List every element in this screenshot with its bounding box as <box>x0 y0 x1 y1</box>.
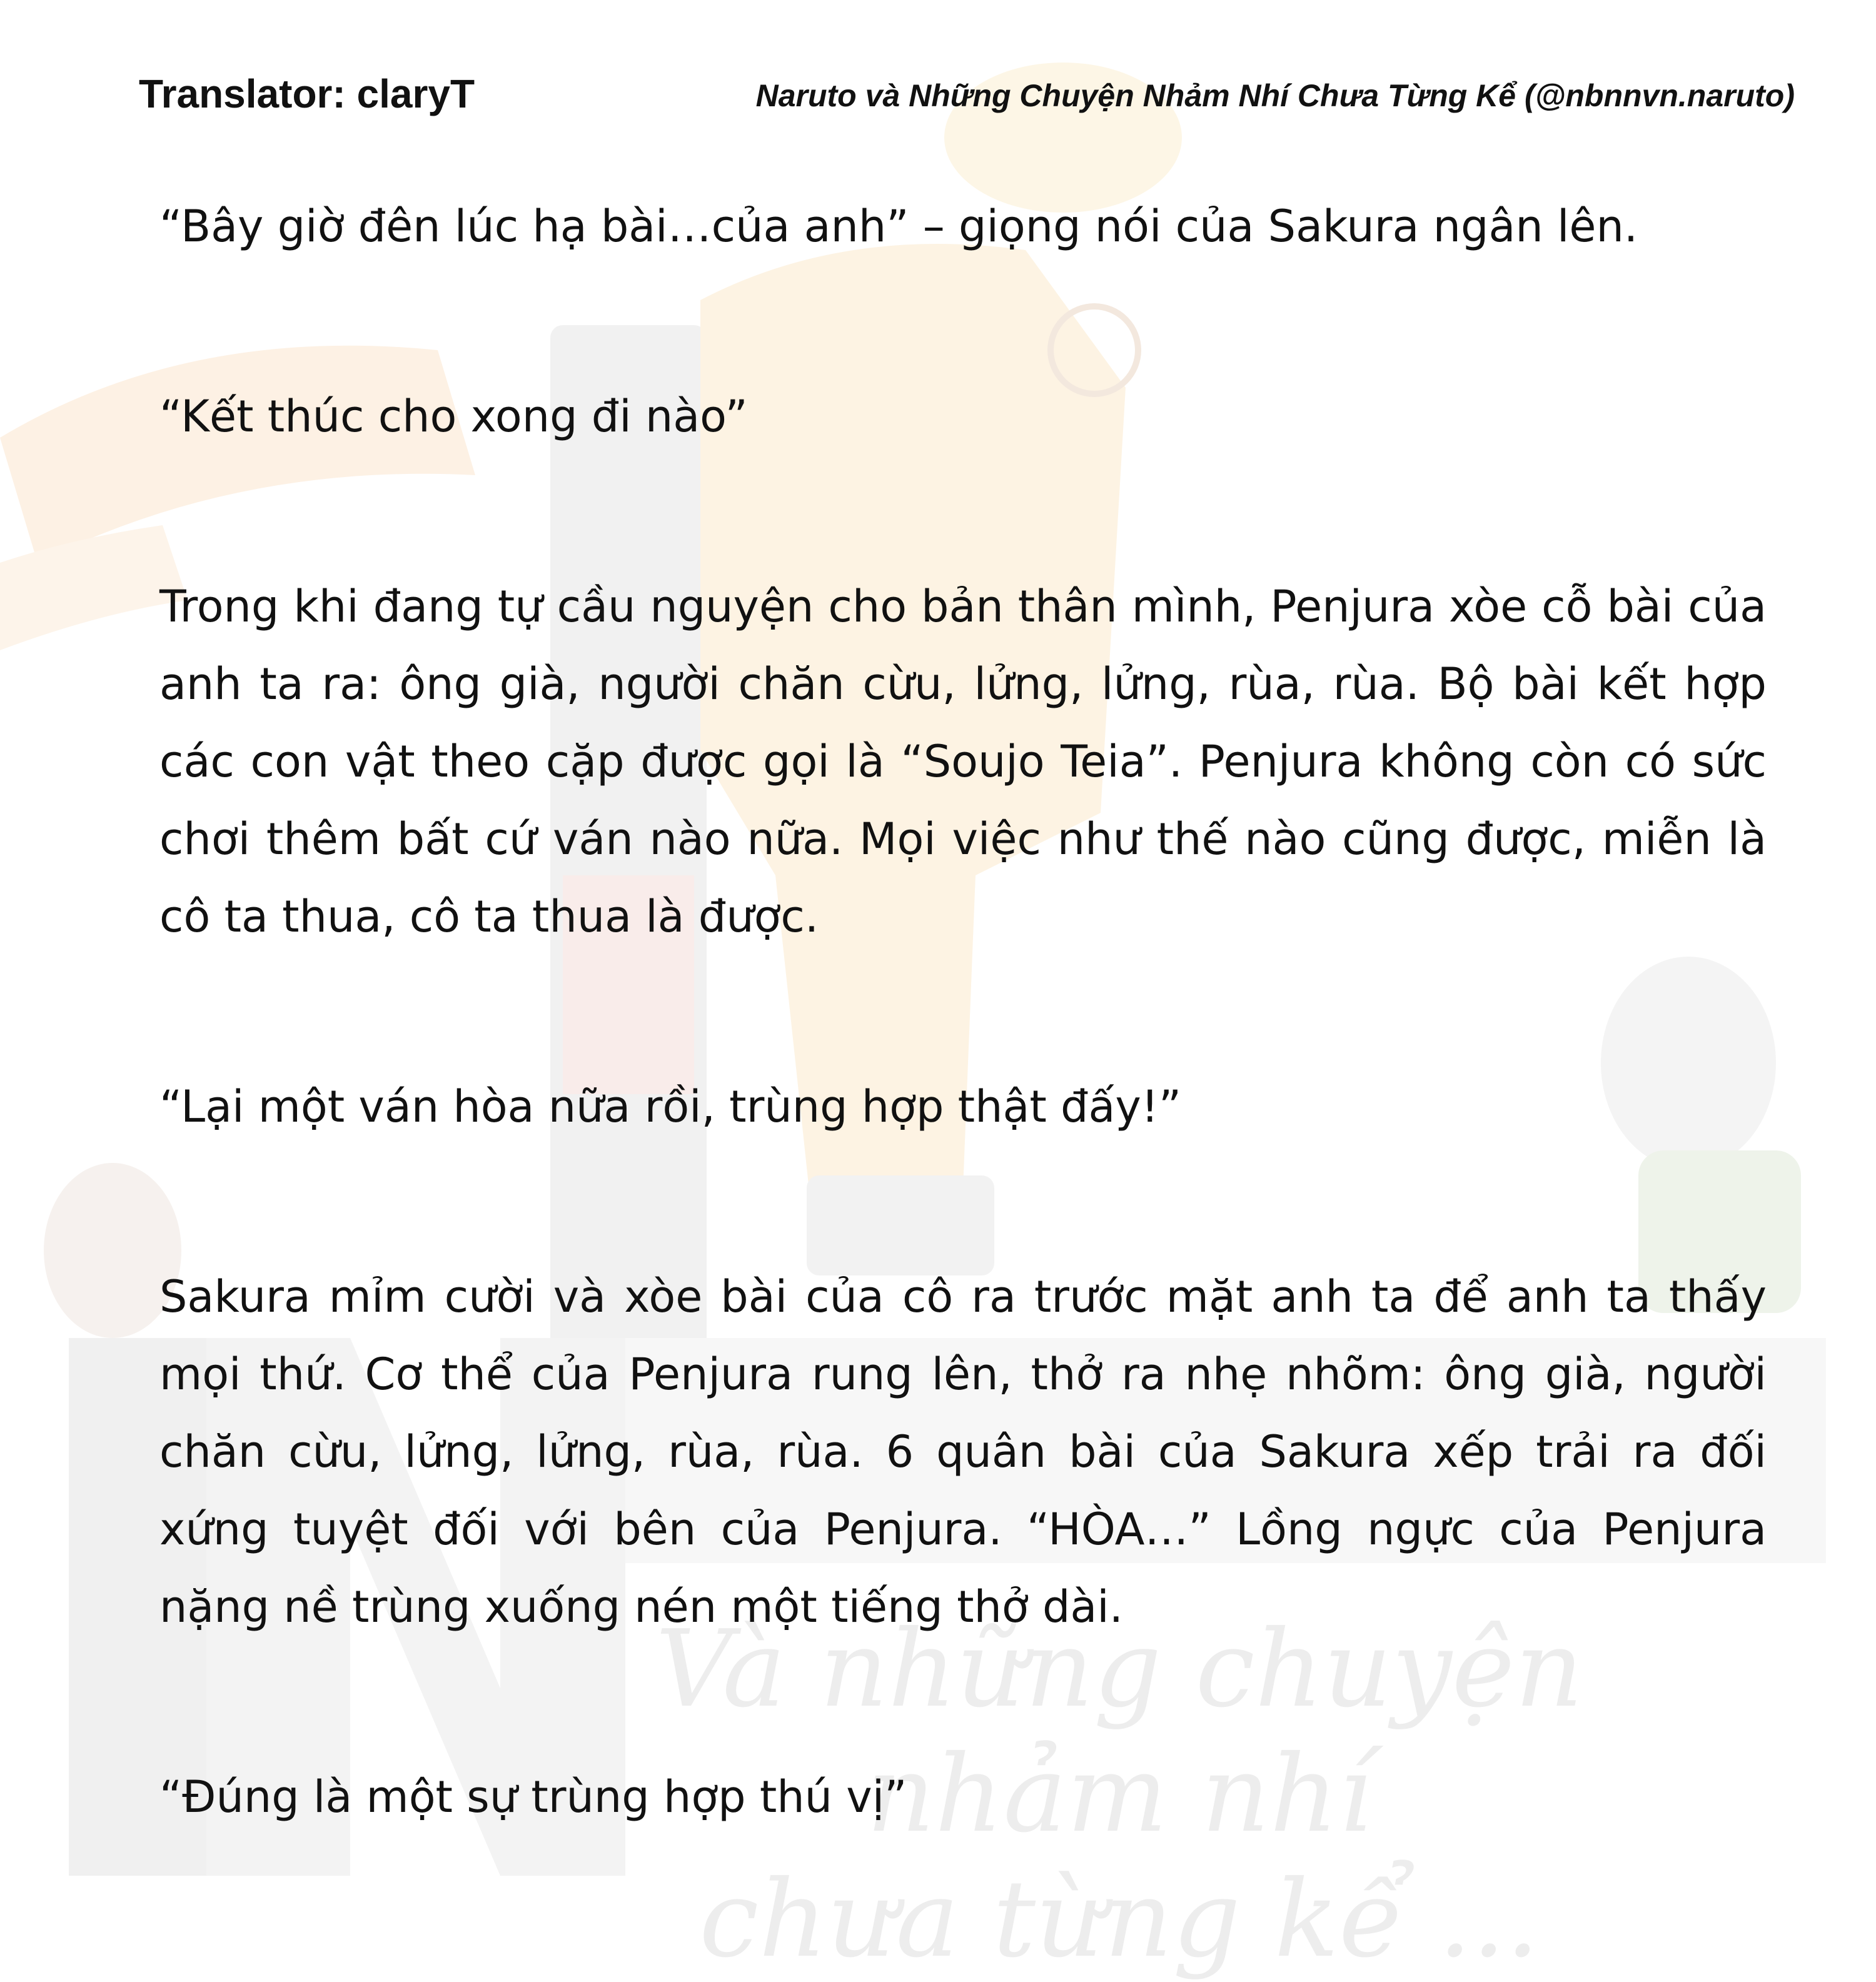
paragraph-4: “Lại một ván hòa nữa rồi, trùng hợp thật đấy!” <box>159 1081 1182 1132</box>
page-header <box>0 63 1876 125</box>
translator-credit: Translator: claryT <box>139 71 475 116</box>
source-credit: Naruto và Những Chuyện Nhảm Nhí Chưa Từng Kể (@nbnnvn.naruto) <box>755 78 1795 113</box>
paragraph-6: “Đúng là một sự trùng hợp thú vị” <box>159 1771 907 1823</box>
watermark-line-1: Và những chuyện nhảm nhí <box>655 1607 1583 1856</box>
paragraph-3: Trong khi đang tự cầu nguyện cho bản thân mình, Penjura xòe cỗ bài của anh ta ra: ông già, người chăn cừu, lửng, lửng, rùa, rùa. Bộ bài kết hợp các con vật theo cặp được gọi là “Soujo Teia”. Penjura không còn có sức chơi thêm bất cứ ván nào nữa. Mọi việc như thế nào cũng được, miễn là cô ta thua, cô ta thua là được. <box>159 581 1767 942</box>
paragraph-5: Sakura mỉm cười và xòe bài của cô ra trước mặt anh ta để anh ta thấy mọi thứ. Cơ thể của Penjura rung lên, thở ra nhẹ nhõm: ông già, người chăn cừu, lửng, lửng, rùa, rùa. 6 quân bài của Sakura xếp trải ra đối xứng tuyệt đối với bên của Penjura. “HÒA…” Lồng ngực của Penjura nặng nề trùng xuống nén một tiếng thở dài. <box>159 1271 1767 1632</box>
story-body <box>159 188 1767 1948</box>
watermark-line-2: chưa từng kể ... <box>699 1858 1540 1981</box>
paragraph-1: “Bây giờ đên lúc hạ bài…của anh” – giọng nói của Sakura ngân lên. <box>159 201 1638 252</box>
paragraph-2: “Kết thúc cho xong đi nào” <box>159 391 748 442</box>
